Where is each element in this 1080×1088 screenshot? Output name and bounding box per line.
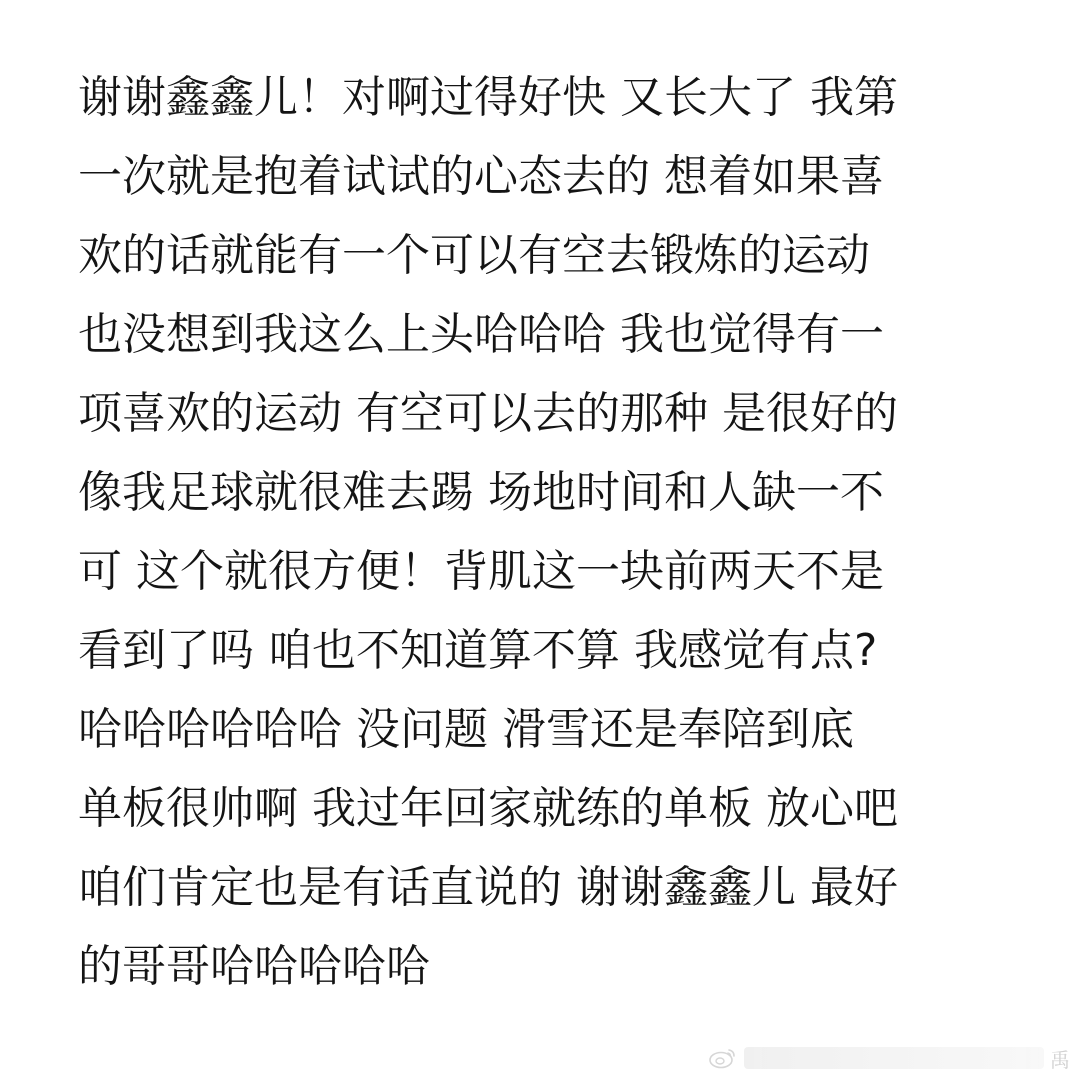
post-text-line: 像我足球就很难去踢 场地时间和人缺一不	[78, 467, 884, 518]
post-text-line: 也没想到我这么上头哈哈哈 我也觉得有一	[78, 309, 884, 360]
weibo-logo-icon	[708, 1047, 738, 1069]
post-text	[78, 58, 1018, 1006]
post-text-line: 欢的话就能有一个可以有空去锻炼的运动	[78, 230, 870, 281]
post-text-line: 一次就是抱着试试的心态去的 想着如果喜	[78, 151, 884, 202]
post-text-line: 单板很帅啊 我过年回家就练的单板 放心吧	[78, 783, 898, 834]
watermark-trailing-char: 禹	[1050, 1047, 1070, 1072]
post-text-line: 项喜欢的运动 有空可以去的那种 是很好的	[78, 388, 898, 439]
watermark-blurred-username	[744, 1047, 1044, 1069]
post-text-line: 咱们肯定也是有话直说的 谢谢鑫鑫儿 最好	[78, 862, 898, 913]
post-text-line: 哈哈哈哈哈哈 没问题 滑雪还是奉陪到底	[78, 704, 854, 755]
post-text-line: 看到了吗 咱也不知道算不算 我感觉有点?	[78, 625, 878, 676]
post-text-line: 可 这个就很方便！背肌这一块前两天不是	[78, 546, 884, 597]
post-text-line: 的哥哥哈哈哈哈哈	[78, 941, 430, 992]
post-text-line: 谢谢鑫鑫儿！对啊过得好快 又长大了 我第	[78, 72, 898, 123]
weibo-watermark	[708, 1042, 1070, 1074]
